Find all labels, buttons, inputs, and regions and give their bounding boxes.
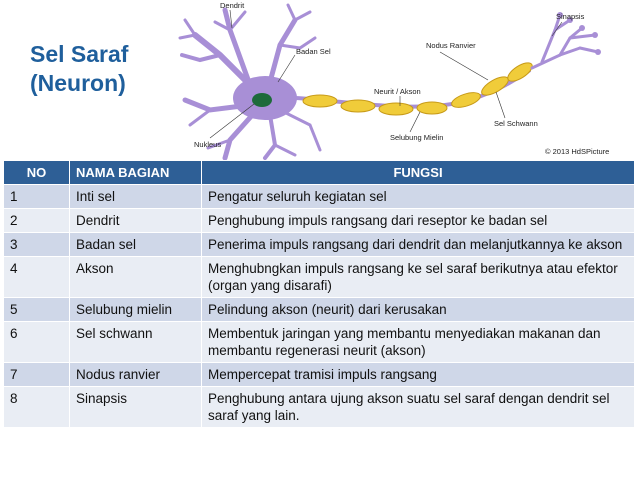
cell-nama: Badan sel (70, 233, 202, 257)
cell-fungsi: Penerima impuls rangsang dari dendrit dan melanjutkannya ke akson (202, 233, 635, 257)
table-row (4, 233, 635, 257)
label-dendrit: Dendrit (220, 1, 245, 10)
cell-nama: Nodus ranvier (70, 363, 202, 387)
cell-no: 2 (4, 209, 70, 233)
nucleus (252, 93, 272, 107)
label-nodus-ranvier: Nodus Ranvier (426, 41, 476, 50)
neuron-illustration (170, 0, 638, 160)
cell-no: 5 (4, 298, 70, 322)
label-nukleus: Nukleus (194, 140, 222, 149)
cell-fungsi: Mempercepat tramisi impuls rangsang (202, 363, 635, 387)
header-fungsi: FUNGSI (202, 161, 635, 185)
header-nama-bagian: NAMA BAGIAN (70, 161, 202, 185)
table-row (4, 298, 635, 322)
cell-nama: Sel schwann (70, 322, 202, 363)
table-row (4, 209, 635, 233)
cell-fungsi: Penghubung impuls rangsang dari reseptor ke badan sel (202, 209, 635, 233)
table-row (4, 257, 635, 298)
page-title (30, 40, 128, 98)
cell-fungsi: Penghubung antara ujung akson suatu sel saraf dengan dendrit sel saraf yang lain. (202, 387, 635, 428)
cell-no: 3 (4, 233, 70, 257)
label-badan-sel: Badan Sel (296, 47, 331, 56)
synapse-terminals (532, 15, 598, 68)
neuron-diagram (170, 0, 638, 160)
neuron-parts-table (3, 160, 635, 428)
cell-no: 8 (4, 387, 70, 428)
label-selubung-mielin: Selubung Mielin (390, 133, 444, 142)
table-row (4, 387, 635, 428)
copyright-text: © 2013 HdSPicture (545, 147, 610, 156)
table-row (4, 185, 635, 209)
cell-no: 7 (4, 363, 70, 387)
table-row (4, 363, 635, 387)
cell-nama: Akson (70, 257, 202, 298)
cell-fungsi: Pelindung akson (neurit) dari kerusakan (202, 298, 635, 322)
cell-no: 4 (4, 257, 70, 298)
cell-no: 6 (4, 322, 70, 363)
cell-nama: Inti sel (70, 185, 202, 209)
title-line-1: Sel Saraf (30, 41, 129, 67)
cell-fungsi: Membentuk jaringan yang membantu menyediakan makanan dan membantu regenerasi neurit (akson) (202, 322, 635, 363)
header-no: NO (4, 161, 70, 185)
cell-nama: Dendrit (70, 209, 202, 233)
cell-no: 1 (4, 185, 70, 209)
label-sinapsis: Sinapsis (556, 12, 585, 21)
cell-fungsi: Menghubngkan impuls rangsang ke sel saraf berikutnya atau efektor (organ yang disarafi) (202, 257, 635, 298)
table-header-row (4, 161, 635, 185)
cell-nama: Sinapsis (70, 387, 202, 428)
cell-fungsi: Pengatur seluruh kegiatan sel (202, 185, 635, 209)
table-row (4, 322, 635, 363)
cell-nama: Selubung mielin (70, 298, 202, 322)
label-sel-schwann: Sel Schwann (494, 119, 538, 128)
label-neurit-akson: Neurit / Akson (374, 87, 421, 96)
title-line-2: (Neuron) (30, 70, 126, 96)
